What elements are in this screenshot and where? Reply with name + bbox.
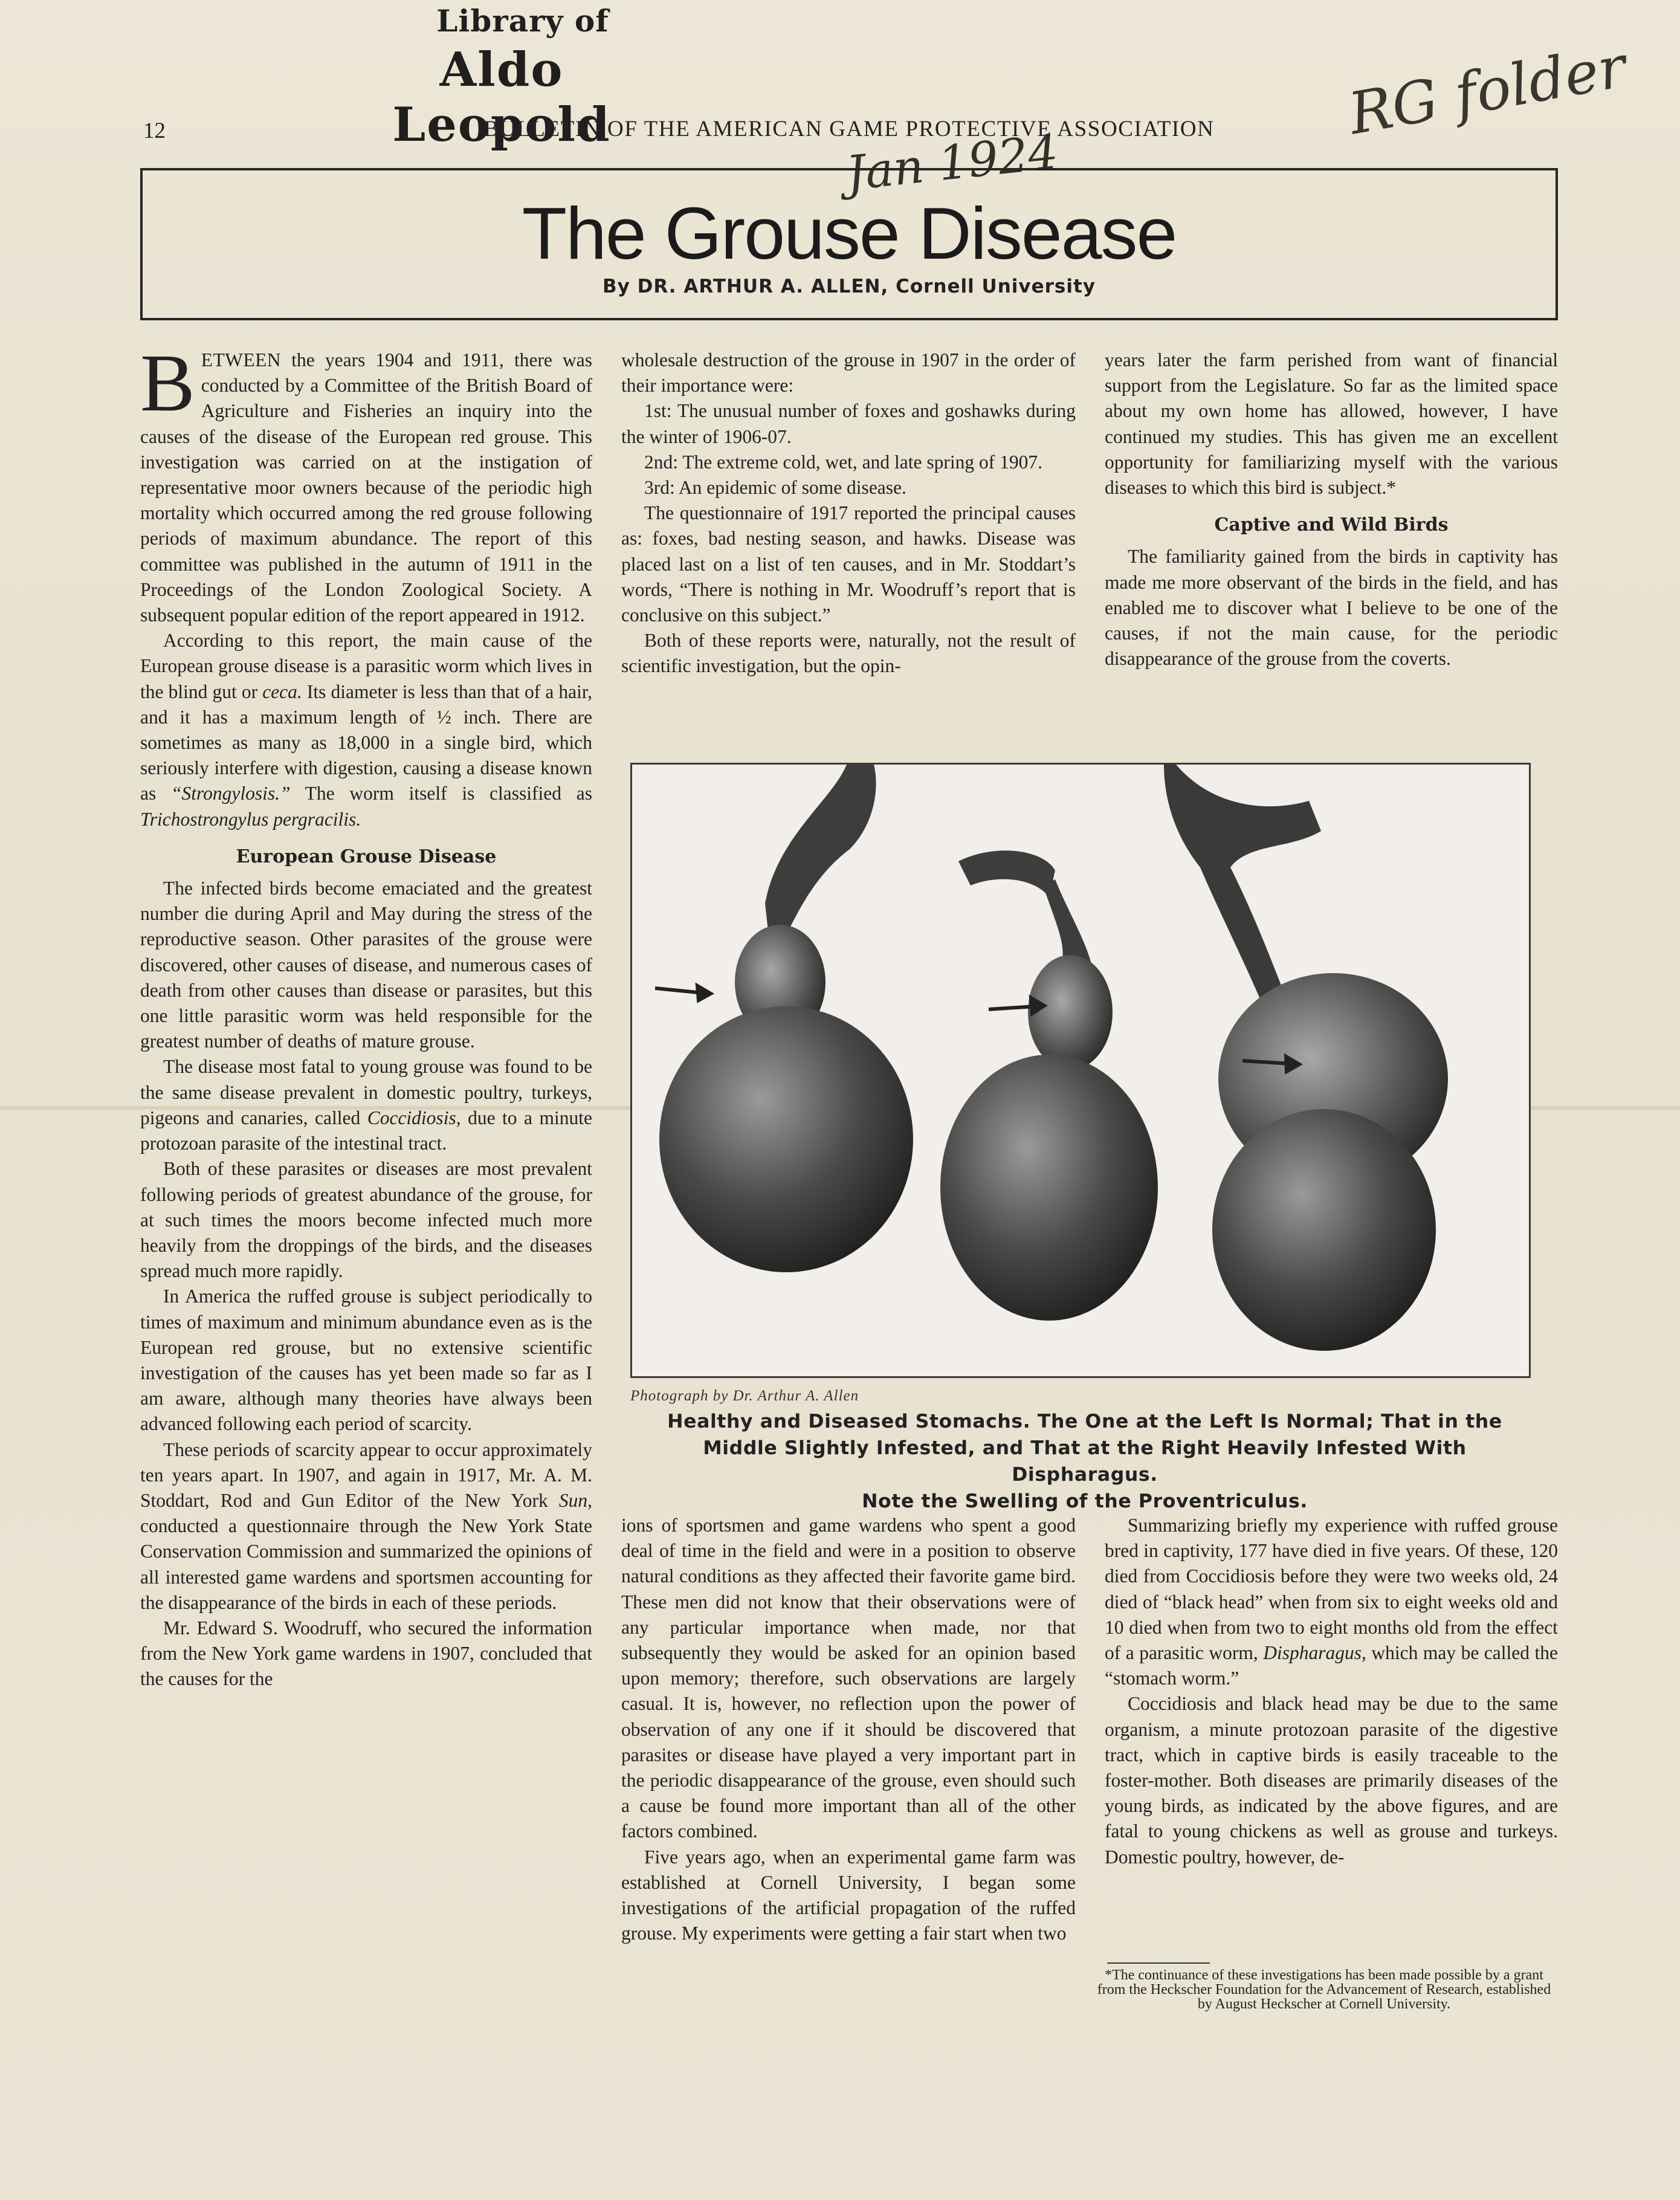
text-run: The worm itself is classified as <box>290 783 592 804</box>
byline: By DR. ARTHUR A. ALLEN, Cornell University <box>602 276 1096 297</box>
running-head: BULLETIN OF THE AMERICAN GAME PROTECTIVE ASSOCIATION <box>483 117 1215 141</box>
stomach-photograph <box>630 763 1531 1378</box>
library-stamp-line2: Aldo Leopold <box>392 42 611 152</box>
library-stamp-line1: Library of <box>436 3 609 39</box>
footnote-rule <box>1107 1962 1210 1964</box>
page-number: 12 <box>143 118 166 143</box>
paragraph: Both of these reports were, naturally, not the result of scientific investigation, but the opin- <box>621 630 1076 677</box>
drop-cap: B <box>140 338 195 429</box>
paragraph: Mr. Edward S. Woodruff, who secured the information from the New York game wardens in 1907, concluded that the causes for the <box>140 1617 592 1690</box>
text-run: Summarizing briefly my experience with ruffed grouse bred in captivity, 177 have died in five years. Of these, 120 died from Coccidiosis before they were two weeks old, 24 died of “black head” when from six to eight weeks old and 10 died when from two to eight months old from the effect of a parasitic worm, <box>1105 1515 1558 1664</box>
paragraph: years later the farm perished from want of financial support from the Legislature. So far as the limited space about my own home has allowed, however, I have continued my studies. This has given me an excellent opportunity for familiarizing myself with the various diseases to which this bird is subject.* <box>1105 349 1558 499</box>
italic-term: ceca. <box>262 681 302 702</box>
photo-illustration <box>632 765 1529 1376</box>
text-run: due to a minute protozoan parasite of the intestinal tract. <box>140 1107 592 1154</box>
paragraph: In America the ruffed grouse is subject periodically to times of maximum and minimum abundance even as is the European red grouse, but no extensive scientific investigation of the causes has yet been made so far as I am aware, although many theories have always been advanced following each period of scarcity. <box>140 1286 592 1435</box>
italic-term: Sun, <box>558 1489 592 1511</box>
italic-term: “Strongylosis.” <box>170 783 291 804</box>
proventriculus-middle <box>1028 955 1113 1070</box>
gizzard-middle <box>940 1055 1158 1321</box>
paragraph <box>140 338 592 628</box>
paragraph: 2nd: The extreme cold, wet, and late spring of 1907. <box>644 451 1042 473</box>
footnote: *The continuance of these investigations has been made possible by a grant from the Heckscher Foundation for the Advancement of Research, established by August Heckscher at Cornell University. <box>1097 1967 1551 2012</box>
paragraph <box>140 628 592 832</box>
paragraph: ions of sportsmen and game wardens who spent a good deal of time in the field and were in a position to observe natural conditions as they affected their favorite game bird. These men did not know that their observations were of any particular importance when made, nor that subsequently they would be asked for an opinion based upon memory; therefore, such observations are largely casual. It is, however, no reflection upon the power of observation of any one if it should be discovered that parasites or disease have played a very important part in the periodic disappearance of the grouse, even should such a cause be found more important than all of the other factors combined. <box>621 1515 1076 1842</box>
caption-line: Middle Slightly Infested, and That at the Right Heavily Infested With Dispharagus. <box>703 1437 1467 1486</box>
text-run: Its diameter is less than that of a hair, and it has a maximum length of ½ inch. There are sometimes as many as 18,000 in a single bird, which seriously interfere with digestion, causing a disease known as <box>140 681 592 804</box>
subheading: European Grouse Disease <box>236 846 497 867</box>
lead-in-words: ETWEEN <box>201 349 282 370</box>
italic-term: Coccidiosis, <box>367 1107 461 1128</box>
photo-credit: Photograph by Dr. Arthur A. Allen <box>630 1388 859 1404</box>
paragraph: The infected birds become emaciated and the greatest number die during April and May during the stress of the reproductive season. Other parasites of the grouse were discovered, other causes of disease, and numerous cases of death from other causes than disease or parasites, but this one little parasitic worm was held responsible for the greatest number of deaths of mature grouse. <box>140 878 592 1052</box>
gizzard-left <box>659 1006 913 1272</box>
paragraph: The questionnaire of 1917 reported the principal causes as: foxes, bad nesting season, and hawks. Disease was placed last on a list of ten causes, and in Mr. Stoddart’s words, “There is nothing in Mr. Woodruff’s report that is conclusive on this subject.” <box>621 502 1076 626</box>
handwritten-date-note: Jan 1924 <box>844 125 1061 202</box>
text-run: conducted a questionnaire through the New York State Conservation Commission and summarized the opinions of all interested game wardens and sportsmen accounting for the disappearance of the birds in each of these periods. <box>140 1515 592 1613</box>
column-2 <box>621 348 1076 679</box>
column-3 <box>1105 348 1558 671</box>
column-5 <box>1105 1513 1558 1870</box>
text-run: These periods of scarcity appear to occur approximately ten years apart. In 1907, and again in 1917, Mr. A. M. Stoddart, Rod and Gun Editor of the New York <box>140 1438 592 1511</box>
caption-line: Note the Swelling of the Proventriculus. <box>862 1490 1308 1512</box>
text-run: which may be called the “stomach worm.” <box>1105 1642 1558 1689</box>
subheading: Captive and Wild Birds <box>1214 514 1449 536</box>
gizzard-right <box>1212 1109 1436 1351</box>
paragraph: Five years ago, when an experimental game farm was established at Cornell University, I began some investigations of the artificial propagation of the ruffed grouse. My experiments were getting a fair start when two <box>621 1846 1076 1944</box>
caption-line: Healthy and Diseased Stomachs. The One at the Left Is Normal; That in the <box>667 1411 1502 1432</box>
paragraph-text: the years 1904 and 1911, there was conducted by a Committee of the British Board of Agriculture and Fisheries an inquiry into the causes of the disease of the European red grouse. This investigation was carried on at the instigation of representative moor owners because of the periodic high mortality which occurred among the red grouse following periods of maximum abundance. The report of this committee was published in the autumn of 1911 in the Proceedings of the London Zoological Society. A subsequent popular edition of the report appeared in 1912. <box>140 349 592 626</box>
paragraph <box>140 1437 592 1616</box>
column-1 <box>140 338 592 1692</box>
paragraph: 1st: The unusual number of foxes and goshawks during the winter of 1906-07. <box>621 400 1076 447</box>
photo-caption <box>628 1408 1541 1515</box>
italic-term: Dispharagus, <box>1263 1642 1366 1664</box>
paragraph <box>140 1054 592 1156</box>
text-run: According to this report, the main cause of the European grouse disease is a parasitic worm which lives in the blind gut or <box>140 630 592 702</box>
handwritten-folder-note: RG folder <box>1343 33 1631 148</box>
italic-term: Trichostrongylus pergracilis. <box>140 808 361 830</box>
paragraph: Coccidiosis and black head may be due to the same organism, a minute protozoan parasite of the digestive tract, which in captive birds is easily traceable to the foster-mother. Both diseases are primarily diseases of the young birds, as indicated by the above figures, and are fatal to young chickens as well as grouse and turkeys. Domestic poultry, however, de- <box>1105 1693 1558 1868</box>
text-run: The disease most fatal to young grouse was found to be the same disease prevalent in domestic poultry, turkeys, pigeons and canaries, called <box>140 1056 592 1128</box>
paragraph: 3rd: An epidemic of some disease. <box>644 477 906 499</box>
column-4 <box>621 1513 1076 1946</box>
paragraph: Both of these parasites or diseases are most prevalent following periods of greatest abundance of the grouse, for at such times the moors become infected much more heavily from the droppings of the birds, and the diseases spread much more rapidly. <box>140 1158 592 1282</box>
paragraph: wholesale destruction of the grouse in 1907 in the order of their importance were: <box>621 349 1076 396</box>
paragraph: The familiarity gained from the birds in captivity has made me more observant of the birds in the field, and has enabled me to discover what I believe to be one of the causes, if not the main cause, for the periodic disappearance of the grouse from the coverts. <box>1105 546 1558 670</box>
paragraph <box>1105 1513 1558 1691</box>
title-block <box>140 173 1558 318</box>
article-title: The Grouse Disease <box>522 192 1177 274</box>
